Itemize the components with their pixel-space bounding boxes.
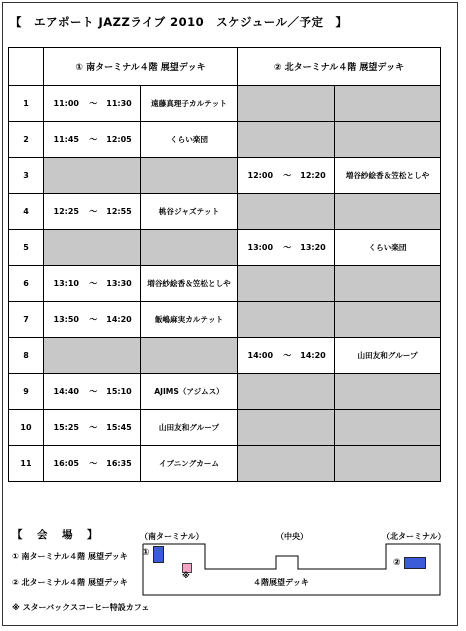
time-separator: ～ [283,171,292,180]
end-time: 13:20 [300,243,326,252]
start-time: 16:05 [53,459,79,468]
south-performer-cell: 遠藤真理子カルテット [141,86,238,122]
map-label-center: （中央） [276,532,308,541]
start-time: 13:00 [247,243,274,252]
page-title: 【 エアポート JAZZライブ 2010 スケジュール／予定 】 [10,15,348,29]
map-marker-south: ① [142,548,150,558]
south-performer-cell: AJIMS（アジムス） [141,374,238,410]
header-north-stage: ② 北ターミナル４階 展望デッキ [238,48,441,86]
start-time: 14:00 [247,351,274,360]
end-time: 12:55 [106,207,132,216]
map-label-north: （北ターミナル） [382,532,446,541]
time-separator: ～ [89,99,98,108]
south-performer-cell: くらい楽団 [141,122,238,158]
row-number: 1 [9,86,44,122]
row-number: 6 [9,266,44,302]
end-time: 15:45 [106,423,132,432]
venue-item-north: ② 北ターミナル４階 展望デッキ [12,578,128,587]
start-time: 15:25 [53,423,79,432]
time-separator: ～ [89,207,98,216]
time-separator: ～ [89,315,98,324]
start-time: 13:10 [53,279,79,288]
row-number: 4 [9,194,44,230]
end-time: 12:20 [300,171,326,180]
end-time: 14:20 [300,351,326,360]
time-separator: ～ [89,387,98,396]
south-performer-cell: 増谷紗絵香＆笠松としや [141,266,238,302]
start-time: 11:00 [53,99,79,108]
start-time: 13:50 [53,315,79,324]
deck-label: ４階展望デッキ [253,578,309,587]
end-time: 15:10 [106,387,132,396]
end-time: 11:30 [106,99,132,108]
row-number: 3 [9,158,44,194]
south-performer-cell: イブニングカーム [141,446,238,482]
south-performer-cell: 山田友和グループ [141,410,238,446]
north-performer-cell: 増谷紗絵香＆笠松としや [335,158,441,194]
time-separator: ～ [89,279,98,288]
end-time: 13:30 [106,279,132,288]
time-separator: ～ [89,459,98,468]
start-time: 12:00 [247,171,274,180]
row-number: 5 [9,230,44,266]
map-marker-north: ② [393,558,401,568]
south-performer-cell: 飯嶋麻実カルテット [141,302,238,338]
north-performer-cell: くらい楽団 [335,230,441,266]
venue-note-cafe: ※ スターバックスコーヒー特設カフェ [12,603,150,612]
header-south-stage: ① 南ターミナル４階 展望デッキ [44,48,238,86]
map-label-south: （南ターミナル） [140,532,204,541]
time-separator: ～ [283,243,292,252]
start-time: 12:25 [53,207,79,216]
start-time: 14:40 [53,387,79,396]
end-time: 12:05 [106,135,132,144]
venue-heading: 【 会 場 】 [12,529,100,541]
end-time: 14:20 [106,315,132,324]
row-number: 11 [9,446,44,482]
time-separator: ～ [283,351,292,360]
time-separator: ～ [89,135,98,144]
row-number: 7 [9,302,44,338]
venue-item-south: ① 南ターミナル４階 展望デッキ [12,552,128,561]
row-number: 9 [9,374,44,410]
row-number: 8 [9,338,44,374]
end-time: 16:35 [106,459,132,468]
south-performer-cell: 桃谷ジャズテット [141,194,238,230]
row-number: 2 [9,122,44,158]
cafe-note-mark: ※ [182,571,190,580]
time-separator: ～ [89,423,98,432]
south-stage-marker [153,546,164,563]
north-performer-cell: 山田友和グループ [335,338,441,374]
north-stage-marker [404,557,426,569]
start-time: 11:45 [53,135,79,144]
row-number: 10 [9,410,44,446]
